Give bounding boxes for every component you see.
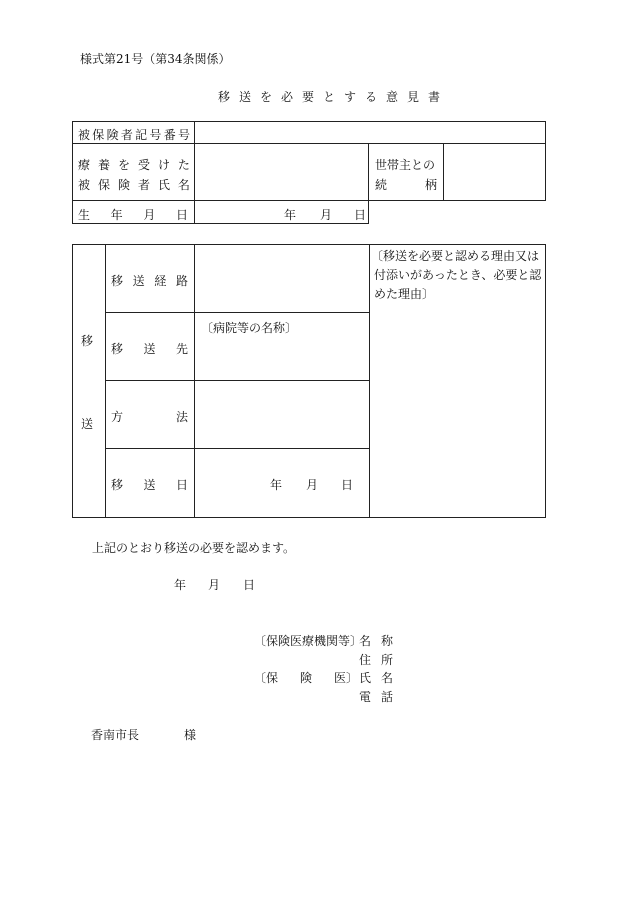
transport-section-char: 送 [81, 417, 94, 431]
signer-char: 電 [359, 690, 372, 704]
signer-char: 氏 [359, 671, 372, 685]
address-label [359, 651, 393, 668]
relation-char: 続 [375, 178, 388, 192]
reason-field[interactable] [371, 304, 544, 516]
method-field[interactable] [196, 382, 367, 447]
label-char: 経 [154, 274, 167, 288]
addressee: 香南市長 [91, 728, 140, 742]
birth-day-unit: 日 [354, 208, 367, 222]
insured-name-label-line2 [78, 176, 190, 193]
document-title: 移送を必要とする意見書 [218, 90, 450, 104]
table-divider [369, 244, 370, 518]
relation-field[interactable] [445, 145, 544, 199]
transport-month-unit: 月 [306, 478, 319, 492]
doctor-bracket [254, 669, 358, 686]
route-label [111, 272, 188, 289]
label-char: 号 [149, 128, 162, 142]
label-char: 者 [120, 128, 133, 142]
table-divider [105, 312, 369, 313]
label-char: を [117, 158, 130, 172]
reason-note-line1: 〔移送を必要と認める理由又は [371, 249, 540, 263]
reason-note-line3: めた理由〕 [374, 287, 435, 301]
birthdate-label [78, 206, 188, 223]
signer-char: 話 [380, 690, 393, 704]
transport-date-char: 日 [175, 478, 188, 492]
label-char: 険 [106, 128, 119, 142]
signer-char: 名 [359, 634, 372, 648]
signer-char: 称 [380, 634, 393, 648]
label-char: 険 [117, 178, 130, 192]
table-divider [105, 380, 369, 381]
method-char: 法 [175, 410, 188, 424]
person-name-label [359, 669, 393, 686]
birthdate-char: 月 [143, 208, 156, 222]
signer-char: 住 [359, 653, 372, 667]
table-divider [72, 143, 546, 144]
statement-year-unit: 年 [174, 578, 187, 592]
table-divider [194, 244, 195, 518]
transport-date-char: 移 [111, 478, 124, 492]
label-char: 名 [177, 178, 190, 192]
transport-section-char: 移 [81, 334, 94, 348]
signer-char: 所 [380, 653, 393, 667]
label-char: 号 [177, 128, 190, 142]
birthdate-char: 生 [78, 208, 91, 222]
statement-month-unit: 月 [208, 578, 221, 592]
birth-year-unit: 年 [284, 208, 297, 222]
insured-name-label-line1 [78, 156, 190, 173]
method-char: 方 [111, 410, 124, 424]
label-char: 被 [78, 128, 91, 142]
destination-char: 移 [111, 342, 124, 356]
label-char: け [157, 158, 170, 172]
reason-note-line2: 付添いがあったとき、必要と認 [374, 268, 542, 282]
label-char: 移 [111, 274, 124, 288]
birthdate-char: 年 [110, 208, 123, 222]
statement-text: 上記のとおり移送の必要を認めます。 [92, 541, 296, 555]
transport-day-unit: 日 [341, 478, 354, 492]
label-char: 受 [137, 158, 150, 172]
birth-month-unit: 月 [320, 208, 333, 222]
phone-label [359, 688, 393, 705]
institution-bracket: 〔保険医療機関等〕 [254, 634, 363, 648]
label-char: 番 [163, 128, 176, 142]
label-char: 氏 [157, 178, 170, 192]
table-divider [443, 143, 444, 201]
signer-char: 名 [380, 671, 393, 685]
relation-label-line2 [375, 176, 437, 193]
destination-field[interactable] [196, 336, 367, 378]
insured-number-label [78, 126, 190, 143]
label-char: 療 [78, 158, 91, 172]
label-char: 養 [97, 158, 110, 172]
transport-date-char: 送 [143, 478, 156, 492]
form-number: 様式第21号（第34条関係） [80, 52, 231, 66]
transport-date-label [111, 476, 188, 493]
label-char: 被 [78, 178, 91, 192]
label-char: た [177, 158, 190, 172]
destination-label [111, 340, 188, 357]
table-divider [105, 448, 369, 449]
name-label [359, 632, 393, 649]
relation-label-line1: 世帯主との [375, 158, 436, 172]
destination-char: 送 [143, 342, 156, 356]
birthdate-field[interactable] [196, 202, 366, 222]
label-char: 者 [137, 178, 150, 192]
insured-number-field[interactable] [196, 123, 544, 142]
signer-char: 険 [299, 671, 312, 685]
destination-char: 先 [175, 342, 188, 356]
signer-char: 医〕 [333, 671, 358, 685]
destination-note: 〔病院等の名称〕 [201, 321, 298, 335]
statement-day-unit: 日 [243, 578, 256, 592]
transport-year-unit: 年 [270, 478, 283, 492]
table-divider [105, 244, 106, 518]
label-char: 路 [175, 274, 188, 288]
label-char: 送 [132, 274, 145, 288]
label-char: 保 [92, 128, 105, 142]
route-field[interactable] [196, 246, 367, 311]
insured-name-field[interactable] [196, 145, 366, 199]
relation-char: 柄 [424, 178, 437, 192]
birthdate-char: 日 [175, 208, 188, 222]
honorific: 様 [184, 728, 197, 742]
label-char: 記 [135, 128, 148, 142]
signer-char: 〔保 [254, 671, 279, 685]
label-char: 保 [97, 178, 110, 192]
method-label [111, 408, 188, 425]
